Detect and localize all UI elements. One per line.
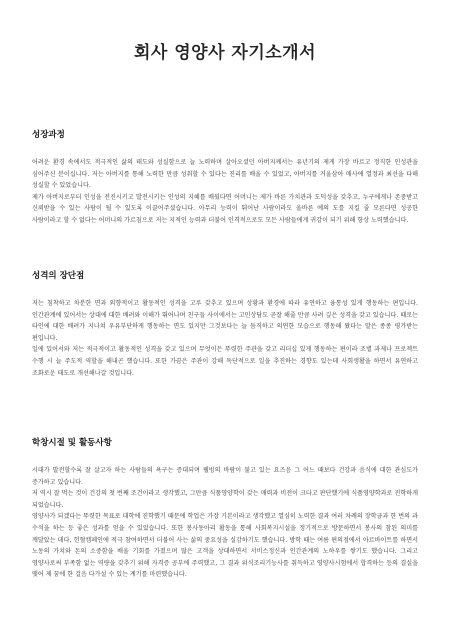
- section-growth: [32, 128, 418, 227]
- document-title: 회사 영양사 자기소개서: [133, 43, 317, 63]
- section-paragraph: 저 역시 잘 먹는 것이 건강의 첫 번째 조건이라고 생각했고, 그만큼 식품영양학이 갖는 매력과 비전이 크다고 판단했기에 식품영양학과로 진학하게 되었습니다.: [32, 490, 418, 509]
- section-heading: 학창시절 및 활동사항: [32, 438, 112, 448]
- section-personality: [32, 269, 418, 379]
- section-paragraph: 시대가 발전할수록 잘 살고자 하는 사람들의 욕구는 증대되며 웰빙의 바람이 불고 있는 요즈음 그 어느 때보다 건강과 음식에 대한 관심도가 증가하고 있습니다.: [32, 467, 418, 486]
- section-paragraph: 저는 침착하고 차분한 면과 외향적이고 활동적인 성격을 고루 갖추고 있으며 상황과 환경에 따라 유연하고 융통성 있게 행동하는 편입니다. 인간관계에 있어서는 상대에 대한 배려와 이해가 뛰어나며 친구들 사이에서는 고민상담도 곧잘 해줄 만큼 사려 깊은 성격을 갖고 있습니다. 때로는 타인에 대한 배려가 지나쳐 우유부단하게 행동하는 면도 있지만 그것보다는 늘 듬직하고 의연한 모습으로 행동해 왔다는 말은 종종 평가받는 편입니다.: [32, 300, 418, 342]
- section-paragraph: 제가 아버지로부터 인성을 전진시키고 발전시키는 인성의 지혜를 배웠다면 어머니는 제가 바른 가치관과 도덕성을 갖추고, 누구에게나 존중받고 신뢰받을 수 있는 사람이 될 수 있도록 이끌어주셨습니다. 아무리 능력이 뛰어난 사람이라도 올바른 예의 도를 지킬 줄 모른다면 성공한 사람이라고 할 수 없다는 어머니의 가르침으로 저는 지적인 능력과 더불어 인격적으로도 모든 사람들에게 귀감이 되기 위해 항상 노력했습니다.: [32, 193, 418, 224]
- section-paragraph: 일에 있어서와 저는 적극적이고 활동적인 성격을 갖고 있으며 무엇이든 뚜렷한 주관을 갖고 리더십 있게 행동하는 편이라 조별 과제나 프로젝트 수행 시 늘 주도적 역할을 해내곤 했습니다. 또한 가끔은 주관이 강해 독단적으로 일을 추진하는 경향도 있는데 사회생활을 하면서 유연하고 조화로운 태도로 개선해나갈 것입니다.: [32, 346, 418, 377]
- section-paragraph: 어려운 환경 속에서도 적극적인 삶의 태도와 성실함으로 늘 노력하며 살아오셨던 아버지께서는 유년기의 제게 가장 바르고 정직한 인성관을 심어주신 분이십니다. 저는 아버지를 통해 노력한 만큼 성취할 수 있다는 진리를 배울 수 있었고, 아버지를 거울삼아 매사에 열정과 최선을 다해 성실할 수 있었습니다.: [32, 159, 418, 190]
- section-heading: 성격의 장단점: [32, 271, 85, 281]
- section-heading: 성장과정: [32, 130, 65, 140]
- section-paragraph: 영양사가 되겠다는 뚜렷한 목표로 대학에 진학했기 때문에 학업은 가장 기본이라고 생각했고 열심히 노력한 결과 여러 차례의 장학금과 한 번의 과 수석을 하는 등 좋은 성과를 얻을 수 있었습니다. 또한 봉사동아리 활동을 통해 사회복지시설을 정기적으로 방문하면서 봉사의 참된 의미를 깨달았는 데다, 헌혈캠페인에 적극 참여하면서 더불어 사는 삶의 중요성을 실감하기도 했습니다. 방학 때는 여름 편의점에서 아르바이트를 하면서 노동의 가치와 돈의 소중함을 배울 기회를 가졌으며 많은 고객을 상대하면서 서비스정신과 인간관계의 노하우를 쌓기도 했습니다. 그리고 영양사로써 부족함 없는 역량을 갖추기 위해 자격증 공부에 주력했고, 그 결과 위식조리기능사를 취득하고 영양사시험에서 합격하는 등의 결실을 맺어 제 꿈에 한 걸음 다가설 수 있는 계기를 마련했습니다.: [32, 513, 418, 579]
- section-school-activities: [32, 436, 418, 581]
